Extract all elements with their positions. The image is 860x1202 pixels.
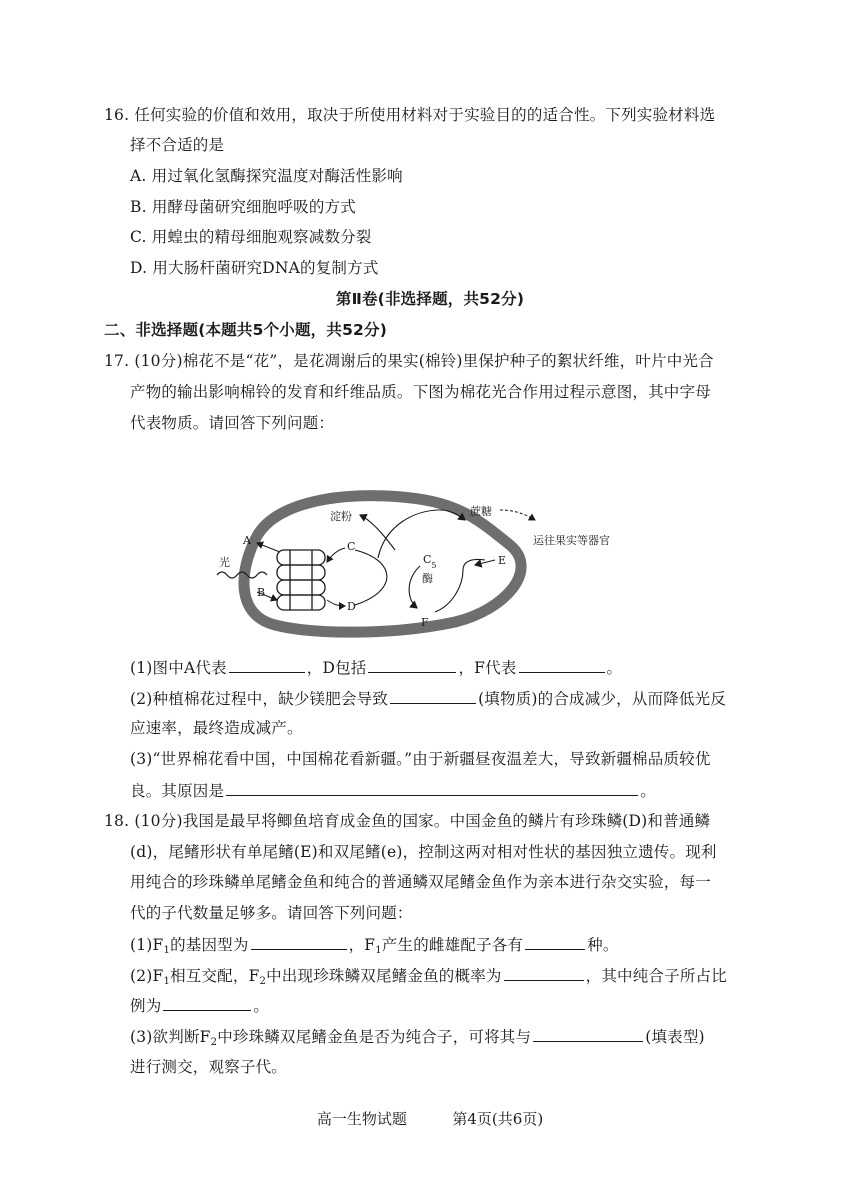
- answer-blank-a[interactable]: [229, 656, 305, 673]
- part2-title: 第Ⅱ卷(非选择题，共52分): [335, 290, 525, 308]
- q16-option-b: B. 用酵母菌研究细胞呼吸的方式: [130, 198, 356, 216]
- starch-label: 淀粉: [330, 510, 352, 523]
- q17-stem-line1: 17. (10分)棉花不是“花”，是花凋谢后的果实(棉铃)里保护种子的絮状纤维，叶片中光合: [104, 352, 714, 370]
- q17-sub1: (1)图中A代表 ，D包括 ，F代表 。: [130, 656, 622, 679]
- label-a: A: [243, 534, 251, 547]
- q18-stem-line4: 代的子代数量足够多。请回答下列问题：: [130, 904, 413, 922]
- label-c: C: [347, 540, 356, 553]
- q17-stem-line2: 产物的输出影响棉铃的发育和纤维品质。下图为棉花光合作用过程示意图，其中字母: [130, 383, 711, 401]
- enzyme-label: 酶: [422, 572, 433, 585]
- answer-blank-reason[interactable]: [226, 779, 638, 796]
- answer-blank-genotype[interactable]: [251, 933, 347, 950]
- answer-blank-d[interactable]: [368, 656, 456, 673]
- footer-subject: 高一生物试题: [316, 1110, 407, 1128]
- q18-sub2-line1: $(2)F_1$相互交配，$F_2$中出现珍珠鳞双尾鳍金鱼的概率为 ，其中纯合子所占比: [130, 964, 727, 987]
- q16-stem-line1: 16. 任何实验的价值和效用，取决于所使用材料对于实验目的的适合性。下列实验材料选: [104, 106, 716, 124]
- label-f: F: [421, 616, 429, 629]
- c5-label: $C_5$: [423, 553, 437, 570]
- answer-blank-phenotype[interactable]: [533, 1025, 643, 1042]
- q17-sub2-line2: 应速率，最终造成减产。: [130, 719, 303, 737]
- label-e: E: [498, 554, 507, 567]
- answer-blank-f[interactable]: [519, 656, 605, 673]
- grana-stack: [277, 550, 325, 610]
- transport-label: 运往果实等器官: [533, 534, 610, 547]
- page-footer: [0, 1108, 860, 1129]
- answer-blank-probability[interactable]: [504, 964, 584, 981]
- q16-option-a: A. 用过氧化氢酶探究温度对酶活性影响: [130, 167, 403, 185]
- sucrose-label: 蔗糖: [470, 505, 492, 518]
- label-b: B: [257, 586, 266, 599]
- q17-sub3-line2: 良。其原因是 。: [130, 779, 656, 802]
- light-label: 光: [219, 556, 230, 569]
- q17-sub2-line1: (2)种植棉花过程中，缺少镁肥会导致 (填物质)的合成减少，从而降低光反: [130, 687, 726, 710]
- part2-section-heading: 二、非选择题(本题共5个小题，共52分): [104, 321, 388, 339]
- q18-stem-line1: 18. (10分)我国是最早将鲫鱼培育成金鱼的国家。中国金鱼的鳞片有珍珠鳞(D)和普通鳞: [104, 812, 711, 830]
- chloroplast-diagram: [195, 470, 665, 670]
- q18-stem-line3: 用纯合的珍珠鳞单尾鳍金鱼和纯合的普通鳞双尾鳍金鱼作为亲本进行杂交实验，每一: [130, 873, 711, 891]
- answer-blank-homozygous-ratio[interactable]: [163, 994, 251, 1011]
- q18-sub3-line2: 进行测交，观察子代。: [130, 1058, 288, 1076]
- q16-option-c: C. 用蝗虫的精母细胞观察减数分裂: [130, 228, 372, 246]
- answer-blank-substance[interactable]: [390, 687, 476, 704]
- footer-page-number: 第4页(共6页): [452, 1110, 544, 1128]
- q16-stem-line2: 择不合适的是: [130, 136, 225, 154]
- label-d: D: [347, 600, 356, 613]
- answer-blank-gamete-types[interactable]: [525, 933, 585, 950]
- q18-sub1: $(1)F_1$的基因型为 ，$F_1$产生的雌雄配子各有 种。: [130, 933, 619, 956]
- q16-option-d: D. 用大肠杆菌研究DNA的复制方式: [130, 259, 379, 277]
- q17-sub3-line1: (3)“世界棉花看中国，中国棉花看新疆。”由于新疆昼夜温差大，导致新疆棉品质较优: [130, 750, 711, 768]
- q17-stem-line3: 代表物质。请回答下列问题：: [130, 414, 335, 432]
- q18-sub2-line2: 例为 。: [130, 994, 269, 1017]
- q18-sub3-line1: (3)欲判断$F_2$中珍珠鳞双尾鳍金鱼是否为纯合子，可将其与 (填表型): [130, 1025, 705, 1048]
- q18-stem-line2: (d)，尾鳍形状有单尾鳍(E)和双尾鳍(e)，控制这两对相对性状的基因独立遗传。现利: [130, 843, 717, 861]
